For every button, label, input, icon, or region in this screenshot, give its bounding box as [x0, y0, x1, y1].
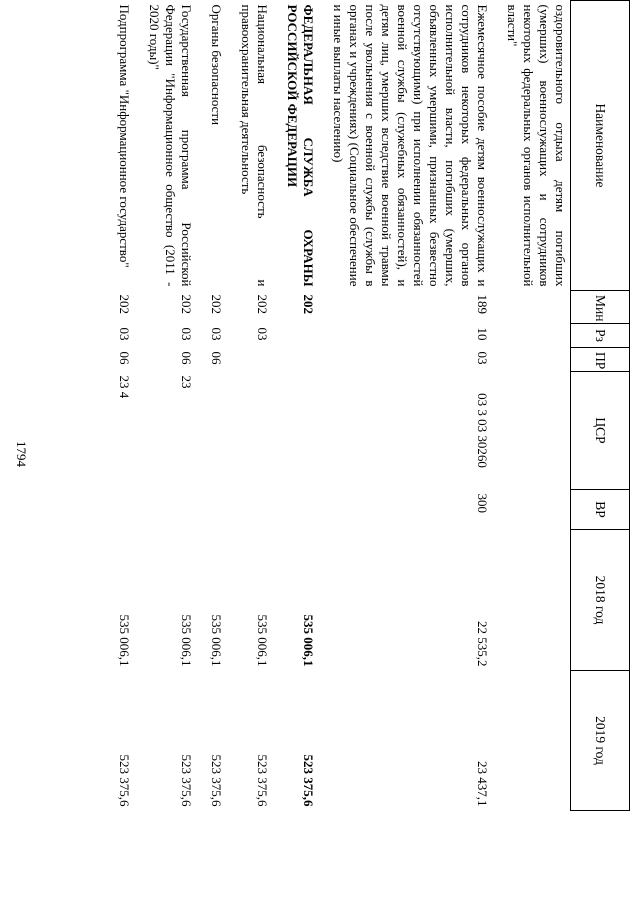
- row-pr: [282, 348, 328, 372]
- header-vr: ВР: [571, 490, 630, 530]
- row-csr: [282, 372, 328, 490]
- row-csr: [206, 372, 236, 490]
- row-name: Государственная программа Российской Федерации "Информационное общество (2011 - 2020 годы)": [147, 4, 194, 287]
- budget-table-page: [50, 0, 630, 810]
- table-row: [206, 1, 236, 811]
- row-2018: 535 006,1: [209, 614, 224, 667]
- row-min: 202: [117, 294, 132, 314]
- row-rz: 10: [475, 327, 490, 341]
- row-name: Национальная безопасность и правоохранительная деятельность: [239, 4, 270, 287]
- row-pr: 03: [475, 351, 490, 365]
- row-pr: [236, 348, 282, 372]
- table-row: [502, 1, 571, 811]
- row-pr: 06: [209, 351, 224, 365]
- row-2018: [502, 530, 571, 671]
- row-min: 202: [301, 294, 316, 314]
- row-2019: [502, 671, 571, 811]
- page-number: [11, 438, 31, 470]
- row-2018: 535 006,1: [179, 614, 194, 667]
- row-rz: 03: [209, 327, 224, 341]
- table-row: [114, 1, 144, 811]
- row-2018: 535 006,1: [301, 614, 316, 667]
- row-name: Органы безопасности: [209, 4, 224, 126]
- row-2019: 23 437,1: [475, 761, 490, 807]
- row-2018: 22 535,2: [475, 621, 490, 667]
- row-2018: 535 006,1: [117, 614, 132, 667]
- row-vr: [236, 490, 282, 530]
- row-vr: 300: [475, 493, 490, 513]
- row-name: Подпрограмма "Информационное государство": [117, 4, 132, 268]
- header-min: Мин: [571, 291, 630, 324]
- row-min: 202: [179, 294, 194, 314]
- table-row: [328, 1, 502, 811]
- row-2019: 523 375,6: [255, 754, 270, 807]
- row-2019: 523 375,6: [301, 754, 316, 807]
- row-name: Ежемесячное пособие детям военнослужащих и сотрудников некоторых федеральных органов исполнительной власти, погибших (умерших, объявленных умершими, признанных безвестно отсутствующими) при исполнении обязанностей военной службы (служебных обязанностей), и детям лиц, умерших вследствие военной травмы после увольнения с военной службы (службы в органах и учреждениях) (Социальное обеспечение и иные выплаты населению): [331, 4, 490, 287]
- row-vr: [282, 490, 328, 530]
- row-pr: 06: [179, 351, 194, 365]
- table-row: [282, 1, 328, 811]
- row-2019: 523 375,6: [209, 754, 224, 807]
- row-pr: [502, 348, 571, 372]
- row-2019: 523 375,6: [179, 754, 194, 807]
- row-vr: [206, 490, 236, 530]
- row-2018: 535 006,1: [255, 614, 270, 667]
- row-csr: 23: [179, 375, 194, 389]
- row-csr: 23 4: [117, 375, 132, 399]
- row-min: 202: [255, 294, 270, 314]
- row-csr: 03 3 03 30260: [475, 393, 490, 468]
- header-csr: ЦСР: [571, 372, 630, 490]
- row-name: ФЕДЕРАЛЬНАЯ СЛУЖБА ОХРАНЫ РОССИЙСКОЙ ФЕДЕРАЦИИ: [285, 4, 316, 287]
- row-rz: [502, 324, 571, 348]
- row-csr: [236, 372, 282, 490]
- header-row: [571, 1, 630, 811]
- row-rz: [282, 324, 328, 348]
- row-min: 189: [475, 294, 490, 314]
- header-rz: Рз: [571, 324, 630, 348]
- row-rz: 03: [117, 327, 132, 341]
- row-2019: 523 375,6: [117, 754, 132, 807]
- table-row: [144, 1, 206, 811]
- row-min: [502, 291, 571, 324]
- header-pr: ПР: [571, 348, 630, 372]
- page-number-text: 1794: [14, 441, 29, 467]
- row-rz: 03: [255, 327, 270, 341]
- row-name: оздоровительного отдыха детям погибших (умерших) военнослужащих и сотрудников некоторых федеральных органов исполнительной власти": [505, 4, 568, 287]
- row-vr: [502, 490, 571, 530]
- header-name: Наименование: [571, 1, 630, 291]
- row-rz: 03: [179, 327, 194, 341]
- row-vr: [144, 490, 206, 530]
- header-2019: 2019 год: [571, 671, 630, 811]
- budget-table: [114, 0, 630, 811]
- row-csr: [502, 372, 571, 490]
- header-2018: 2018 год: [571, 530, 630, 671]
- table-row: [236, 1, 282, 811]
- row-min: 202: [209, 294, 224, 314]
- row-pr: 06: [117, 351, 132, 365]
- row-vr: [114, 490, 144, 530]
